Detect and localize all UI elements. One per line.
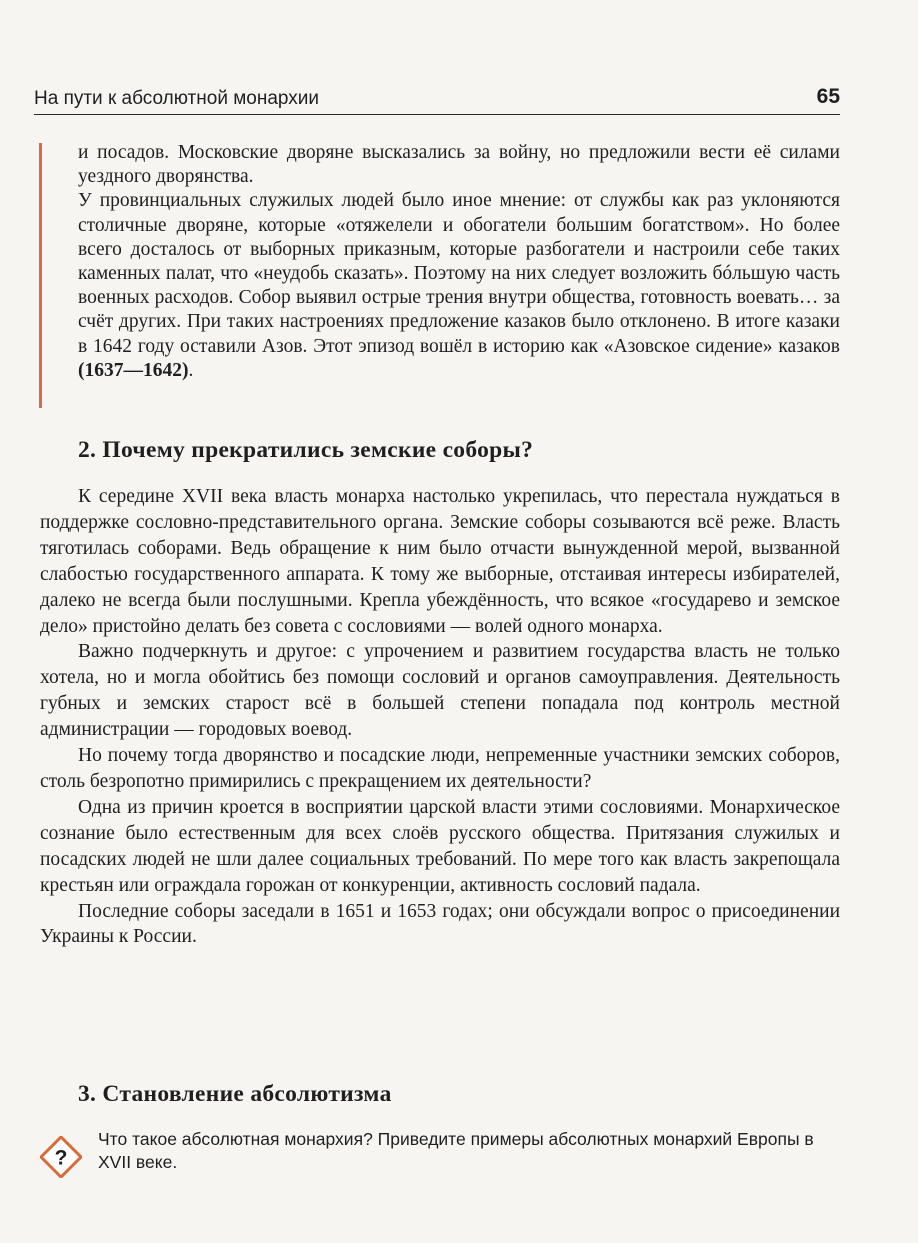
section-2-heading: 2. Почему прекратились земские соборы? [78,437,534,463]
page-number: 65 [816,85,840,108]
quote-accent-bar [39,143,42,408]
question-diamond-icon [40,1136,82,1178]
quote-paragraph-2 [78,189,840,383]
body-paragraph: Но почему тогда дворянство и посадские люди, непременные участники земских соборов, столь безропотно примирились с прекращением их деятельности? [40,745,840,792]
question-mark: ? [54,1146,68,1170]
quote-block [78,141,840,383]
quote-paragraph-2-end: . [188,359,194,381]
body-paragraph: К середине XVII века власть монарха настолько укрепилась, что перестала нуждаться в поддержке сословно-представительного органа. Земские соборы созываются всё реже. Власть тяготилась соборами. Ведь обращение к ним было отчасти вынужденной мерой, вызванной слабостью государственного аппарата. К тому же выборные, отстаивая интересы избирателей, далеко не всегда были послушными. Крепла убеждённость, что всякое «государево и земское дело» пристойно делать без совета с сословиями — волей одного монарха. [40,486,840,637]
section-2-body [40,484,840,950]
quote-dates: (1637—1642) [78,359,189,381]
page-header [34,84,840,115]
running-title: На пути к абсолютной монархии [34,88,319,109]
body-paragraph: Важно подчеркнуть и другое: с упрочением и развитием государства власть не только хотела, но и могла обойтись без помощи сословий и органов самоуправления. Деятельность губных и земских старост всё в большей степени попадала под контроль местной администрации — городовых воевод. [40,641,840,741]
body-paragraph: Одна из причин кроется в восприятии царской власти этими сословиями. Монархическое сознание было естественным для всех слоёв русского общества. Притязания служилых и посадских людей не шли далее социальных требований. По мере того как власть закрепощала крестьян или ограждала горожан от конкуренции, активность сословий падала. [40,796,840,896]
body-paragraph: Последние соборы заседали в 1651 и 1653 годах; они обсуждали вопрос о присоединении Украины к России. [40,900,840,948]
section-3-heading: 3. Становление абсолютизма [78,1081,392,1107]
quote-paragraph-1: и посадов. Московские дворяне высказались за войну, но предложили вести её силами уездного дворянства. [78,142,840,188]
question-text: Что такое абсолютная монархия? Приведите примеры абсолютных монархий Европы в XVII веке. [98,1129,814,1172]
quote-paragraph-2-text: У провинциальных служилых людей было иное мнение: от службы как раз уклоняются столичные дворяне, которые «отяжелели и обогатели большим богатством». Но более всего досталось от выборных приказным, которые разбогатели и настроили себе таких каменных палат, что «неудобь сказать». Поэтому на них следует возложить бóльшую часть военных расходов. Собор выявил острые трения внутри общества, готовность воевать… за счёт других. При таких настроениях предложение казаков было отклонено. В итоге казаки в 1642 году оставили Азов. Этот эпизод вошёл в историю как «Азовское сидение» казаков [78,190,840,357]
